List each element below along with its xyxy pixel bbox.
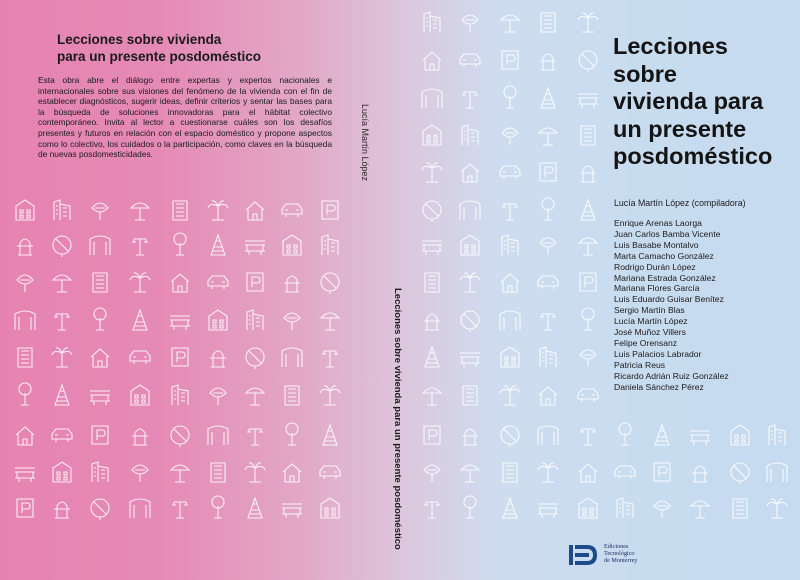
- bench-icon: [15, 468, 35, 482]
- compiler-credit: Lucía Martín López (compiladora): [614, 198, 746, 208]
- office-tower-icon: [211, 463, 225, 482]
- office-tower-icon: [581, 126, 595, 145]
- sign-icon: [174, 233, 186, 255]
- hydrant-icon: [424, 314, 440, 330]
- skyscraper-icon: [54, 200, 70, 220]
- hydrant-icon: [54, 502, 70, 518]
- palm-icon: [767, 499, 787, 518]
- hydrant-icon: [692, 466, 708, 482]
- parking-icon: [17, 499, 33, 517]
- bench-icon: [690, 431, 710, 445]
- car-icon: [282, 204, 302, 217]
- palm-icon: [130, 273, 150, 292]
- front-cover-title: [613, 33, 798, 171]
- back-cover-blurb: Esta obra abre el diálogo entre expertas y expertos nacionales e internacionales sobre sus visiones del fenómeno de la vivienda con el fin de establecer diagnósticos, sugerir ideas, definir criterios y sentar las bases para la búsqueda de soluciones innovadoras para el hábitat colectivo contemporáneo. Invita al lector a cuestionarse cuáles son los desafíos presentes y futuros en relación con el espacio doméstico y propone aspectos como lo colectivo, los cuidados o la participación, como claves en la búsqueda de nuevas posdomesticidades.: [38, 75, 332, 160]
- skyscraper-icon: [92, 462, 108, 482]
- front-title-line: Lecciones: [613, 33, 728, 59]
- sign-icon: [582, 308, 594, 330]
- office-tower-icon: [285, 386, 299, 405]
- tower-icon: [425, 347, 439, 367]
- front-title-line: un presente: [613, 115, 747, 142]
- building-icon: [579, 498, 597, 518]
- front-title-line: sobre: [613, 60, 677, 87]
- bench-icon: [538, 504, 558, 518]
- publisher-logo-icon: [569, 543, 599, 567]
- palm-icon: [422, 163, 442, 182]
- tree-icon: [210, 388, 226, 405]
- skyscraper-icon: [322, 235, 338, 255]
- bench-icon: [460, 353, 480, 367]
- streetlamp-icon: [54, 314, 70, 330]
- office-tower-icon: [541, 13, 555, 32]
- office-tower-icon: [733, 499, 747, 518]
- back-title-line-1: Lecciones sobre vivienda: [57, 32, 222, 47]
- sign-icon: [286, 423, 298, 445]
- umbrella-tree-icon: [171, 465, 189, 482]
- publisher-name: [604, 543, 684, 564]
- streetlamp-icon: [132, 239, 148, 255]
- publisher-line: de Monterrey: [604, 557, 638, 564]
- author-name: Luis Eduardo Guisar Benítez: [614, 294, 724, 305]
- author-list: [614, 218, 729, 393]
- building-icon: [321, 498, 339, 518]
- tower-icon: [133, 310, 147, 330]
- hydrant-icon: [540, 54, 556, 70]
- office-tower-icon: [425, 273, 439, 292]
- author-name: Mariana Estrada González: [614, 272, 716, 283]
- sign-icon: [542, 198, 554, 220]
- gate-icon: [130, 499, 150, 518]
- bench-icon: [90, 391, 110, 405]
- office-tower-icon: [173, 201, 187, 220]
- no-entry-icon: [461, 311, 479, 332]
- palm-icon: [538, 463, 558, 482]
- tree-icon: [92, 203, 108, 220]
- palm-icon: [52, 348, 72, 367]
- office-tower-icon: [18, 348, 32, 367]
- umbrella-tree-icon: [579, 238, 597, 255]
- logo-bar: [569, 545, 573, 565]
- hydrant-icon: [462, 429, 478, 445]
- spine-author: Lucía Martín López: [360, 104, 370, 182]
- umbrella-tree-icon: [501, 15, 519, 32]
- author-name: José Muñoz Villers: [614, 327, 686, 338]
- parking-icon: [580, 273, 596, 291]
- gate-icon: [282, 348, 302, 367]
- sign-icon: [94, 308, 106, 330]
- streetlamp-icon: [462, 92, 478, 108]
- back-cover-title: [57, 31, 337, 65]
- palm-icon: [245, 463, 265, 482]
- sign-icon: [619, 423, 631, 445]
- palm-icon: [578, 13, 598, 32]
- building-icon: [501, 347, 519, 367]
- tree-icon: [580, 350, 596, 367]
- tree-icon: [462, 15, 478, 32]
- parking-icon: [424, 426, 440, 444]
- palm-icon: [500, 386, 520, 405]
- car-icon: [578, 389, 598, 402]
- parking-icon: [322, 201, 338, 219]
- streetlamp-icon: [172, 502, 188, 518]
- bench-icon: [282, 504, 302, 518]
- no-entry-icon: [321, 273, 339, 294]
- umbrella-tree-icon: [53, 275, 71, 292]
- tower-icon: [503, 498, 517, 518]
- streetlamp-icon: [247, 429, 263, 445]
- umbrella-tree-icon: [691, 501, 709, 518]
- no-entry-icon: [731, 463, 749, 484]
- author-name: Marta Camacho González: [614, 250, 714, 261]
- house-icon: [171, 274, 189, 292]
- umbrella-tree-icon: [539, 128, 557, 145]
- author-name: Sergio Martín Blas: [614, 305, 685, 316]
- tower-icon: [248, 498, 262, 518]
- author-name: Ricardo Adrián Ruiz González: [614, 370, 729, 381]
- streetlamp-icon: [322, 351, 338, 367]
- skyscraper-icon: [172, 385, 188, 405]
- tower-icon: [541, 88, 555, 108]
- skyscraper-icon: [769, 425, 785, 445]
- logo-stripe: [575, 553, 589, 557]
- car-icon: [208, 276, 228, 289]
- bench-icon: [578, 94, 598, 108]
- no-entry-icon: [501, 426, 519, 447]
- hydrant-icon: [580, 166, 596, 182]
- parking-icon: [247, 273, 263, 291]
- office-tower-icon: [503, 463, 517, 482]
- no-entry-icon: [91, 499, 109, 520]
- gate-icon: [422, 89, 442, 108]
- skyscraper-icon: [247, 310, 263, 330]
- building-icon: [731, 425, 749, 445]
- author-name: Enrique Arenas Laorga: [614, 218, 702, 228]
- palm-icon: [208, 201, 228, 220]
- car-icon: [320, 466, 340, 479]
- car-icon: [460, 54, 480, 67]
- hydrant-icon: [132, 429, 148, 445]
- author-name: Patricia Reus: [614, 359, 666, 370]
- tree-icon: [654, 501, 670, 518]
- sign-icon: [504, 86, 516, 108]
- author-name: Daniela Sánchez Pérez: [614, 381, 704, 392]
- car-icon: [52, 429, 72, 442]
- skyscraper-icon: [540, 347, 556, 367]
- parking-icon: [654, 463, 670, 481]
- gate-icon: [767, 463, 787, 482]
- gate-icon: [538, 426, 558, 445]
- author-name: Lucía Martín López: [614, 316, 688, 327]
- palm-icon: [320, 386, 340, 405]
- author-name: Luis Basabe Montalvo: [614, 239, 699, 250]
- umbrella-tree-icon: [461, 465, 479, 482]
- no-entry-icon: [246, 348, 264, 369]
- building-icon: [461, 235, 479, 255]
- umbrella-tree-icon: [321, 313, 339, 330]
- no-entry-icon: [423, 201, 441, 222]
- parking-icon: [92, 426, 108, 444]
- building-icon: [423, 125, 441, 145]
- car-icon: [538, 276, 558, 289]
- building-icon: [209, 310, 227, 330]
- gate-icon: [15, 311, 35, 330]
- bench-icon: [245, 241, 265, 255]
- umbrella-tree-icon: [246, 388, 264, 405]
- tower-icon: [55, 385, 69, 405]
- house-icon: [16, 427, 34, 445]
- building-icon: [53, 462, 71, 482]
- tree-icon: [424, 465, 440, 482]
- tower-icon: [655, 425, 669, 445]
- house-icon: [246, 202, 264, 220]
- no-entry-icon: [53, 236, 71, 257]
- car-icon: [500, 166, 520, 179]
- streetlamp-icon: [540, 314, 556, 330]
- car-icon: [130, 351, 150, 364]
- skyscraper-icon: [424, 12, 440, 32]
- palm-icon: [460, 273, 480, 292]
- author-name: Felipe Orensanz: [614, 337, 678, 348]
- front-title-line: vivienda para: [613, 88, 764, 114]
- gate-icon: [90, 236, 110, 255]
- house-icon: [423, 52, 441, 70]
- sign-icon: [19, 383, 31, 405]
- publisher-line: Tecnológico: [604, 550, 635, 557]
- umbrella-tree-icon: [131, 203, 149, 220]
- parking-icon: [172, 348, 188, 366]
- hydrant-icon: [284, 276, 300, 292]
- building-icon: [283, 235, 301, 255]
- gate-icon: [460, 201, 480, 220]
- tree-icon: [502, 128, 518, 145]
- streetlamp-icon: [580, 429, 596, 445]
- house-icon: [539, 387, 557, 405]
- tree-icon: [132, 465, 148, 482]
- office-tower-icon: [93, 273, 107, 292]
- tree-icon: [17, 275, 33, 292]
- tower-icon: [323, 425, 337, 445]
- no-entry-icon: [579, 51, 597, 72]
- parking-icon: [502, 51, 518, 69]
- author-name: Rodrigo Durán López: [614, 261, 696, 272]
- bench-icon: [422, 241, 442, 255]
- back-title-line-2: para un presente posdoméstico: [57, 49, 262, 64]
- author-name: Juan Carlos Bamba Vicente: [614, 228, 721, 239]
- parking-icon: [540, 163, 556, 181]
- car-icon: [615, 466, 635, 479]
- tree-icon: [284, 313, 300, 330]
- office-tower-icon: [463, 386, 477, 405]
- spine-title: Lecciones sobre vivienda para un presente posdoméstico: [392, 288, 403, 550]
- house-icon: [501, 274, 519, 292]
- umbrella-tree-icon: [423, 388, 441, 405]
- tower-icon: [581, 200, 595, 220]
- tower-icon: [211, 235, 225, 255]
- sign-icon: [212, 496, 224, 518]
- skyscraper-icon: [462, 125, 478, 145]
- hydrant-icon: [210, 351, 226, 367]
- house-icon: [461, 164, 479, 182]
- hydrant-icon: [17, 239, 33, 255]
- house-icon: [283, 464, 301, 482]
- front-title-line: posdoméstico: [613, 143, 773, 169]
- author-name: Mariana Flores García: [614, 283, 700, 294]
- publisher-line: Ediciones: [604, 543, 629, 550]
- streetlamp-icon: [502, 204, 518, 220]
- skyscraper-icon: [617, 498, 633, 518]
- gate-icon: [500, 311, 520, 330]
- house-icon: [91, 349, 109, 367]
- bench-icon: [170, 316, 190, 330]
- no-entry-icon: [171, 426, 189, 447]
- building-icon: [131, 385, 149, 405]
- author-name: Luis Palacios Labrador: [614, 348, 702, 359]
- tree-icon: [540, 238, 556, 255]
- house-icon: [579, 464, 597, 482]
- sign-icon: [464, 496, 476, 518]
- gate-icon: [208, 426, 228, 445]
- streetlamp-icon: [424, 502, 440, 518]
- building-icon: [16, 200, 34, 220]
- skyscraper-icon: [502, 235, 518, 255]
